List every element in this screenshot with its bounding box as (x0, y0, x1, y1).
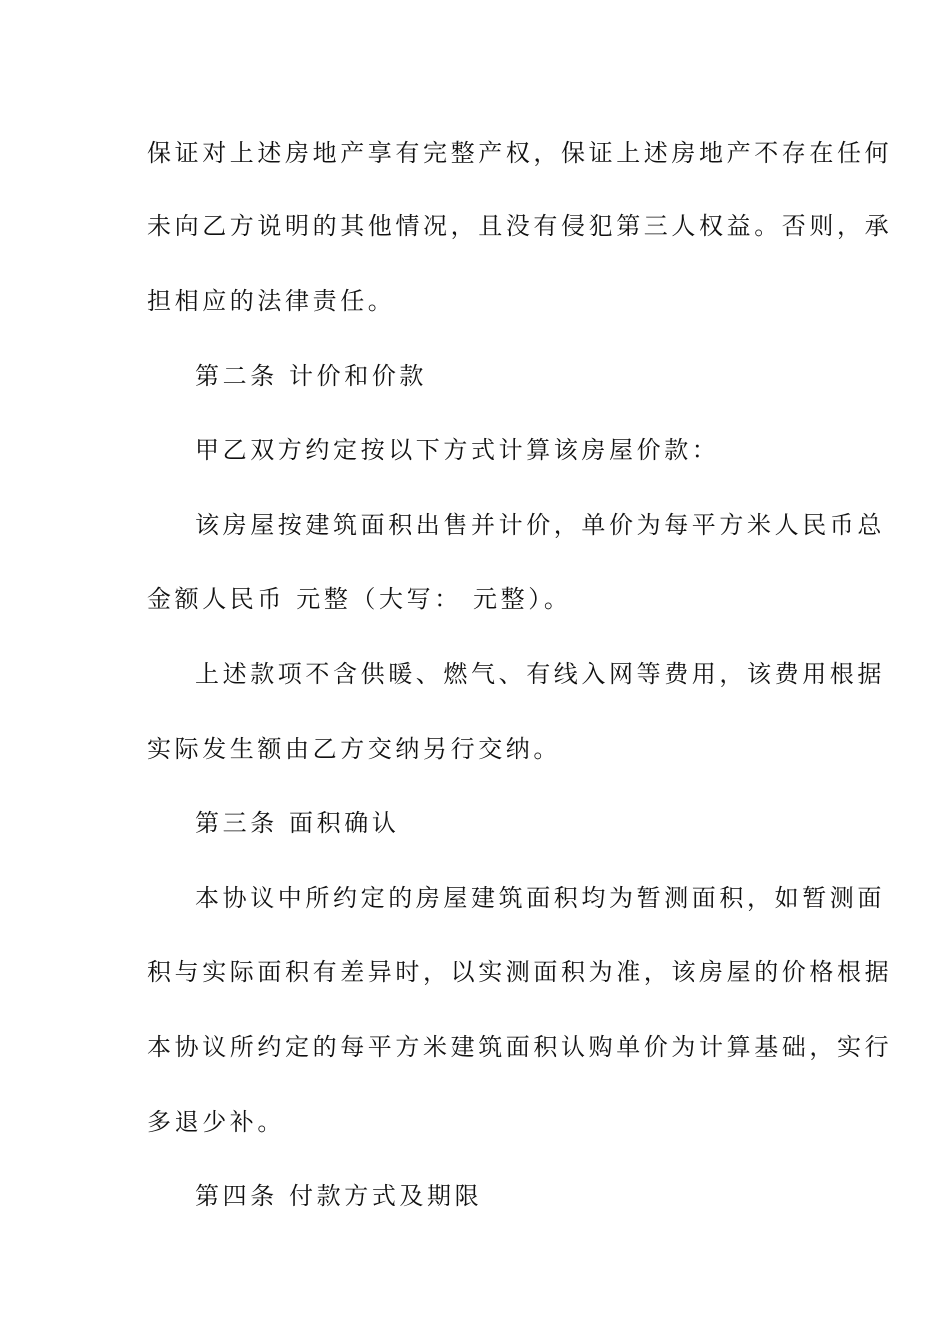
paragraph-line: 甲乙双方约定按以下方式计算该房屋价款： (195, 436, 720, 464)
paragraph-line: 上述款项不含供暖、燃气、有线入网等费用，该费用根据 (195, 660, 885, 688)
paragraph-line: 担相应的法律责任。 (147, 287, 396, 315)
paragraph-line: 金额人民币 元整（大写： 元整）。 (147, 585, 572, 613)
paragraph-line: 多退少补。 (147, 1108, 285, 1136)
paragraph-line: 积与实际面积有差异时，以实测面积为准，该房屋的价格根据 (147, 958, 893, 986)
paragraph-line: 未向乙方说明的其他情况，且没有侵犯第三人权益。否则，承 (147, 212, 893, 240)
section-heading-2: 第二条 计价和价款 (195, 362, 428, 390)
paragraph-line: 该房屋按建筑面积出售并计价，单价为每平方米人民币总 (195, 511, 885, 539)
section-heading-4: 第四条 付款方式及期限 (195, 1182, 483, 1210)
paragraph-line: 本协议中所约定的房屋建筑面积均为暂测面积，如暂测面 (195, 884, 885, 912)
paragraph-line: 本协议所约定的每平方米建筑面积认购单价为计算基础，实行 (147, 1033, 893, 1061)
paragraph-line: 实际发生额由乙方交纳另行交纳。 (147, 735, 561, 763)
paragraph-line: 保证对上述房地产享有完整产权，保证上述房地产不存在任何 (147, 139, 893, 167)
section-heading-3: 第三条 面积确认 (195, 809, 400, 837)
